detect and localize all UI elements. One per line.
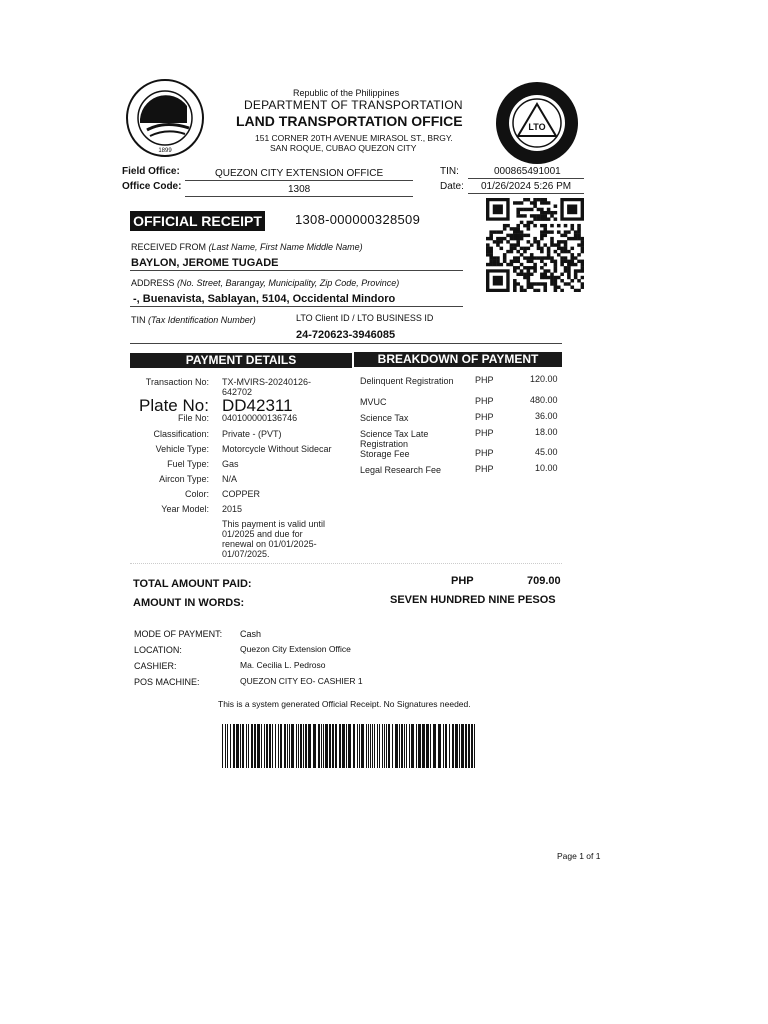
breakdown-item-currency: PHP bbox=[475, 448, 494, 458]
date-label: Date: bbox=[440, 181, 464, 192]
field-office-value: QUEZON CITY EXTENSION OFFICE bbox=[215, 168, 384, 179]
year-value: 2015 bbox=[222, 504, 243, 514]
breakdown-item-amount: 36.00 bbox=[535, 411, 558, 421]
vehicle-type-value: Motorcycle Without Sidecar bbox=[222, 444, 332, 454]
vehicle-type-label: Vehicle Type: bbox=[155, 444, 209, 454]
breakdown-item-name: MVUC bbox=[360, 397, 387, 407]
office-code-value: 1308 bbox=[288, 184, 311, 195]
office-address-1: 151 CORNER 20TH AVENUE MIRASOL ST., BRGY. bbox=[255, 133, 453, 143]
client-id-label: LTO Client ID / LTO BUSINESS ID bbox=[296, 313, 434, 323]
classification-label: Classification: bbox=[153, 429, 209, 439]
office-code-label: Office Code: bbox=[122, 181, 182, 192]
seal-year: 1899 bbox=[158, 148, 172, 154]
payer-name: BAYLON, JEROME TUGADE bbox=[131, 257, 279, 269]
republic-label: Republic of the Philippines bbox=[293, 88, 400, 98]
office-title: LAND TRANSPORTATION OFFICE bbox=[236, 113, 463, 129]
breakdown-item-amount: 45.00 bbox=[535, 447, 558, 457]
validity-note-3: renewal on 01/01/2025- bbox=[222, 539, 317, 549]
qr-code bbox=[486, 198, 584, 292]
dotr-seal-icon bbox=[125, 78, 205, 158]
official-receipt-title: OFFICIAL RECEIPT bbox=[130, 211, 265, 231]
department-title: DEPARTMENT OF TRANSPORTATION bbox=[244, 98, 463, 112]
lto-seal bbox=[494, 80, 580, 166]
breakdown-item-amount: 18.00 bbox=[535, 427, 558, 437]
mode-label: MODE OF PAYMENT: bbox=[134, 629, 223, 639]
color-label: Color: bbox=[184, 489, 209, 499]
total-currency: PHP bbox=[451, 575, 474, 587]
validity-note-4: 01/07/2025. bbox=[222, 549, 270, 559]
file-label: File No: bbox=[177, 413, 209, 423]
plate-value: DD42311 bbox=[222, 396, 293, 415]
transaction-value-1: TX-MVIRS-20240126- bbox=[222, 377, 312, 387]
aircon-label: Aircon Type: bbox=[159, 474, 209, 484]
breakdown-item-currency: PHP bbox=[475, 375, 494, 385]
breakdown-item-currency: PHP bbox=[475, 412, 494, 422]
breakdown-item-name: Legal Research Fee bbox=[360, 465, 442, 475]
breakdown-item-currency: PHP bbox=[475, 428, 494, 438]
fuel-value: Gas bbox=[222, 459, 239, 469]
pos-label: POS MACHINE: bbox=[134, 677, 200, 687]
cashier-value: Ma. Cecilia L. Pedroso bbox=[240, 660, 326, 670]
barcode bbox=[222, 724, 478, 768]
dotr-seal bbox=[125, 78, 205, 158]
file-value: 040100000136746 bbox=[222, 413, 298, 423]
breakdown-item-name: Delinquent Registration bbox=[360, 376, 454, 386]
breakdown-item-currency: PHP bbox=[475, 464, 494, 474]
year-label: Year Model: bbox=[161, 504, 209, 514]
classification-value: Private - (PVT) bbox=[222, 429, 282, 439]
field-office-label: Field Office: bbox=[122, 166, 180, 177]
page-number: Page 1 of 1 bbox=[557, 851, 601, 861]
validity-note-2: 01/2025 and due for bbox=[222, 529, 303, 539]
transaction-value-2: 642702 bbox=[222, 387, 253, 397]
client-id-value: 24-720623-3946085 bbox=[296, 329, 396, 341]
tin-label: TIN: bbox=[440, 166, 459, 177]
total-label: TOTAL AMOUNT PAID: bbox=[133, 578, 252, 590]
qr-code-icon bbox=[486, 198, 584, 292]
lto-seal-center: LTO bbox=[528, 122, 546, 132]
plate-label: Plate No: bbox=[139, 396, 209, 415]
breakdown-item-name: Science Tax bbox=[360, 413, 409, 423]
breakdown-item-name: Science Tax Late bbox=[360, 429, 429, 439]
mode-value: Cash bbox=[240, 629, 262, 639]
aircon-value: N/A bbox=[222, 474, 238, 484]
system-note: This is a system generated Official Receipt. No Signatures needed. bbox=[218, 699, 471, 709]
receipt-number: 1308-000000328509 bbox=[295, 212, 421, 227]
fuel-label: Fuel Type: bbox=[167, 459, 209, 469]
breakdown-item-amount: 480.00 bbox=[530, 395, 558, 405]
breakdown-item-name: Storage Fee bbox=[360, 449, 410, 459]
date-value: 01/26/2024 5:26 PM bbox=[481, 181, 572, 192]
validity-note-1: This payment is valid until bbox=[222, 519, 326, 529]
received-from-label: RECEIVED FROM (Last Name, First Name Middle Name) bbox=[131, 242, 363, 252]
location-value: Quezon City Extension Office bbox=[240, 644, 351, 654]
tin-value: 000865491001 bbox=[494, 166, 561, 177]
breakdown-item-currency: PHP bbox=[475, 396, 494, 406]
payment-details-header: PAYMENT DETAILS bbox=[130, 353, 352, 368]
barcode-icon bbox=[222, 724, 478, 768]
address-label: ADDRESS (No. Street, Barangay, Municipality, Zip Code, Province) bbox=[131, 278, 400, 288]
breakdown-item-amount: 120.00 bbox=[530, 374, 558, 384]
cashier-label: CASHIER: bbox=[134, 661, 177, 671]
office-address-2: SAN ROQUE, CUBAO QUEZON CITY bbox=[270, 143, 417, 153]
breakdown-item-amount: 10.00 bbox=[535, 463, 558, 473]
total-amount: 709.00 bbox=[527, 575, 561, 587]
amount-words-value: SEVEN HUNDRED NINE PESOS bbox=[390, 594, 556, 606]
breakdown-header: BREAKDOWN OF PAYMENT bbox=[354, 352, 562, 367]
color-value: COPPER bbox=[222, 489, 261, 499]
location-label: LOCATION: bbox=[134, 645, 182, 655]
transaction-label: Transaction No: bbox=[145, 377, 209, 387]
lto-seal-icon bbox=[494, 80, 580, 166]
amount-words-label: AMOUNT IN WORDS: bbox=[133, 597, 245, 609]
breakdown-item-name-2: Registration bbox=[360, 439, 409, 449]
tin-field-label: TIN (Tax Identification Number) bbox=[131, 315, 256, 325]
pos-value: QUEZON CITY EO- CASHIER 1 bbox=[240, 676, 363, 686]
payer-address: -, Buenavista, Sablayan, 5104, Occidental Mindoro bbox=[133, 293, 396, 305]
